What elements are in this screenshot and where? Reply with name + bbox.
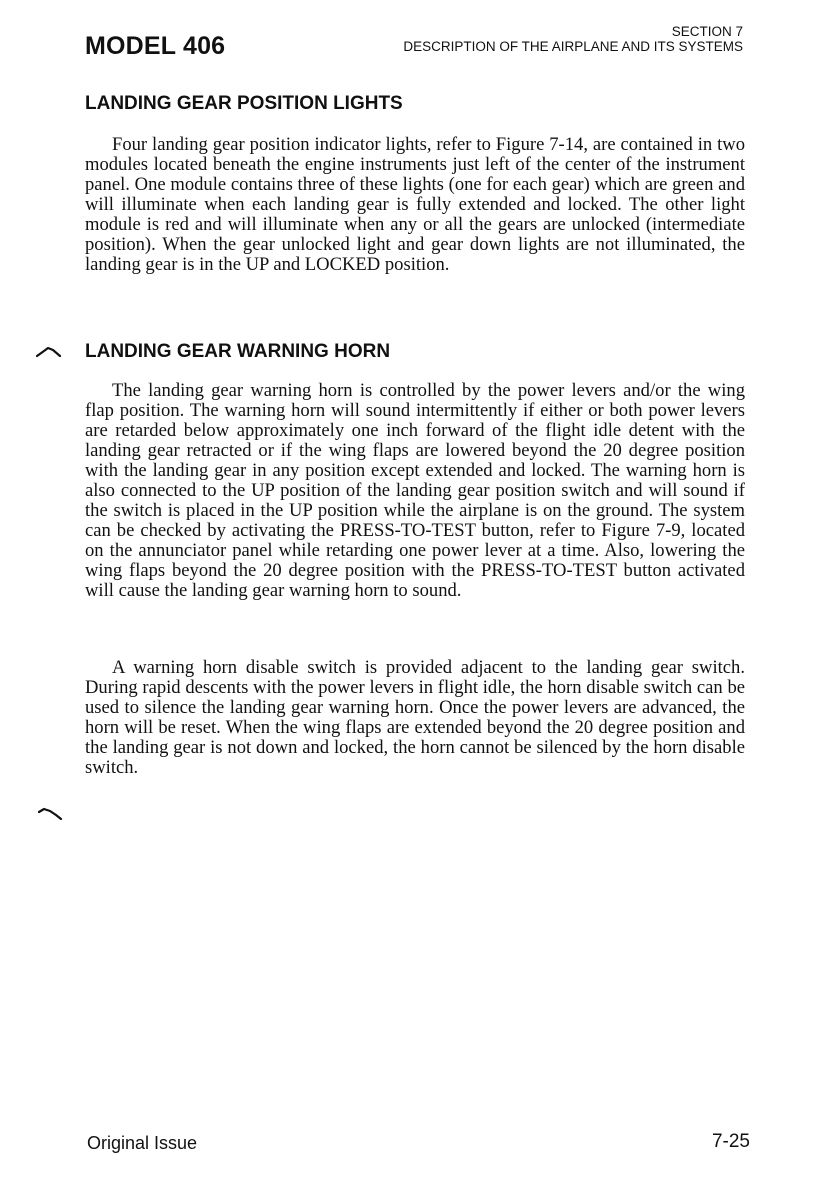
page-number: 7-25: [711, 1131, 750, 1152]
footer-issue: Original Issue: [87, 1133, 198, 1153]
section-title: DESCRIPTION OF THE AIRPLANE AND ITS SYSTEMS: [403, 39, 743, 54]
paragraph-warning-horn-1: The landing gear warning horn is controlled by the power levers and/or the wing flap position. The warning horn will sound intermittently if either or both power levers are retarded below approximately one inch forward of the flight idle detent with the landing gear retracted or if the wing flaps are lowered beyond the 20 degree position with the landing gear in any position except extended and locked. The warning horn is also connected to the UP position of the landing gear position switch and will sound if the switch is placed in the UP position while the airplane is on the ground. The system can be checked by activating the PRESS-TO-TEST button, refer to Figure 7-9, located on the annunciator panel while retarding one power lever at a time. Also, lowering the wing flaps beyond the 20 degree position with the PRESS-TO-TEST button activated will cause the landing gear warning horn to sound.: [85, 380, 745, 601]
model-title: MODEL 406: [85, 32, 226, 60]
paragraph-warning-horn-2: A warning horn disable switch is provided adjacent to the landing gear switch. During rapid descents with the power levers in flight idle, the horn disable switch can be used to silence the landing gear warning horn. Once the power levers are advanced, the horn will be reset. When the wing flaps are extended beyond the 20 degree position and the landing gear is not down and locked, the horn cannot be silenced by the horn disable switch.: [85, 657, 745, 778]
heading-position-lights: LANDING GEAR POSITION LIGHTS: [85, 93, 403, 114]
revision-bar-icon: [38, 806, 64, 820]
section-number: SECTION 7: [671, 24, 743, 39]
paragraph-position-lights: Four landing gear position indicator lights, refer to Figure 7-14, are contained in two modules located beneath the engine instruments just left of the center of the instrument panel. One module contains three of these lights (one for each gear) which are green and will illuminate when each landing gear is fully extended and locked. The other light module is red and will illuminate when any or all the gears are unlocked (intermediate position). When the gear unlocked light and gear down lights are not illuminated, the landing gear is in the UP and LOCKED position.: [85, 134, 745, 275]
revision-bar-icon: [36, 344, 62, 358]
section-header: [403, 24, 743, 54]
heading-warning-horn: LANDING GEAR WARNING HORN: [85, 341, 391, 362]
